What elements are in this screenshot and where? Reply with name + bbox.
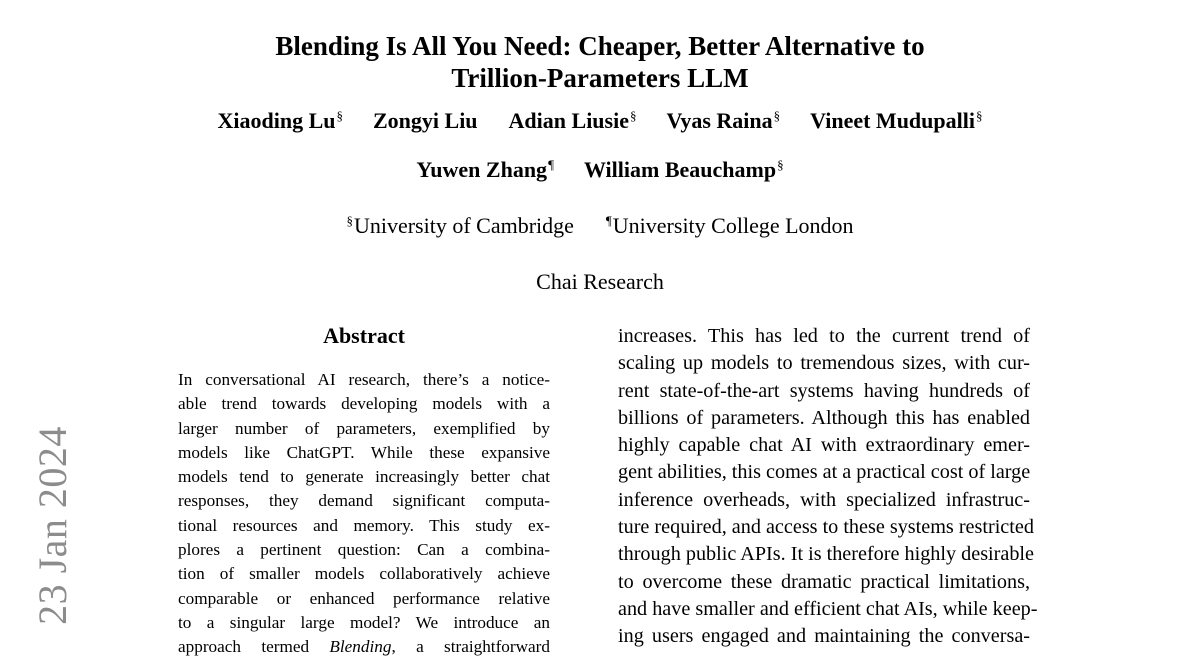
introduction-text	[618, 323, 1038, 651]
affiliation-name: University of Cambridge	[353, 213, 574, 238]
intro-line: and have smaller and efficient chat AIs, while keep-	[618, 597, 1038, 620]
abstract-line: plores a pertinent question: Can a combina-	[178, 540, 550, 560]
arxiv-date-stamp	[28, 420, 76, 630]
affiliation-mark: §	[346, 213, 353, 228]
author-affiliation-mark: §	[336, 108, 343, 123]
affiliation	[606, 213, 854, 239]
author-affiliation-mark: ¶	[548, 157, 554, 172]
author-name: Adian Liusie	[508, 108, 629, 133]
arxiv-date-text: 23 Jan 2024	[29, 425, 75, 625]
abstract-line: responses, they demand significant computa-	[178, 491, 550, 511]
term-blending: Blending	[329, 637, 392, 657]
abstract-text: , a straightforward	[391, 637, 550, 657]
abstract-line: able trend towards developing models with a	[178, 394, 550, 414]
intro-line: ing users engaged and maintaining the conversa-	[618, 625, 1030, 648]
author-affiliation-mark: §	[773, 108, 781, 123]
intro-line: through public APIs. It is therefore highly desirable	[618, 543, 1035, 566]
abstract-line: comparable or enhanced performance relative	[178, 588, 550, 608]
intro-line: highly capable chat AI with extraordinary emer-	[618, 434, 1030, 457]
affiliation-name: University College London	[612, 213, 854, 238]
author	[810, 108, 982, 134]
author	[416, 157, 554, 183]
affiliation	[346, 213, 573, 239]
abstract-text: approach termed	[178, 637, 330, 657]
author-affiliation-mark: §	[629, 108, 637, 123]
abstract-body	[178, 368, 550, 660]
intro-line: ture required, and access to these systems restricted	[618, 516, 1034, 539]
intro-line: billions of parameters. Although this has enabled	[618, 406, 1030, 429]
title-line-1: Blending Is All You Need: Cheaper, Better Alternative to	[275, 31, 925, 61]
author-affiliation-mark: §	[777, 157, 784, 172]
intro-line: scaling up models to tremendous sizes, with cur-	[618, 352, 1030, 375]
abstract-line: models tend to generate increasingly better chat	[178, 467, 550, 487]
abstract-line: In conversational AI research, there’s a notice-	[178, 370, 550, 389]
abstract-line: to a singular large model? We introduce an	[178, 612, 550, 632]
intro-line: increases. This has led to the current trend of	[618, 325, 1030, 347]
abstract-heading: Abstract	[323, 323, 405, 348]
author	[509, 108, 637, 134]
intro-line: rent state-of-the-art systems having hundreds of	[618, 379, 1030, 402]
abstract-line: tion of smaller models collaboratively achieve	[178, 564, 550, 584]
organization: Chai Research	[536, 269, 664, 294]
author	[584, 157, 784, 183]
author-affiliation-mark: §	[975, 108, 983, 123]
intro-line: inference overheads, with specialized infrastruc-	[618, 488, 1030, 511]
abstract-line-last	[178, 635, 550, 659]
abstract-line: models like ChatGPT. While these expansive	[178, 442, 550, 462]
author-name: William Beauchamp	[583, 157, 777, 182]
affiliation-mark: ¶	[605, 213, 612, 228]
author	[666, 108, 780, 134]
affiliations	[100, 213, 1100, 239]
author-name: Vineet Mudupalli	[810, 108, 975, 133]
intro-line: gent abilities, this comes at a practical cost of large	[618, 461, 1031, 484]
author-name: Vyas Raina	[666, 108, 773, 133]
author	[218, 108, 344, 134]
intro-line: to overcome these dramatic practical limitations,	[618, 570, 1030, 593]
authors-row-2	[100, 157, 1100, 183]
paper-title	[150, 30, 1050, 94]
abstract-line: tional resources and memory. This study ex-	[178, 515, 550, 535]
abstract-line: larger number of parameters, exemplified by	[178, 418, 550, 438]
author-name: Zongyi Liu	[373, 108, 478, 133]
authors-row-1	[100, 108, 1100, 134]
author-name: Yuwen Zhang	[416, 157, 548, 182]
author-name: Xiaoding Lu	[217, 108, 336, 133]
author	[373, 108, 479, 134]
title-line-2: Trillion-Parameters LLM	[451, 63, 749, 93]
